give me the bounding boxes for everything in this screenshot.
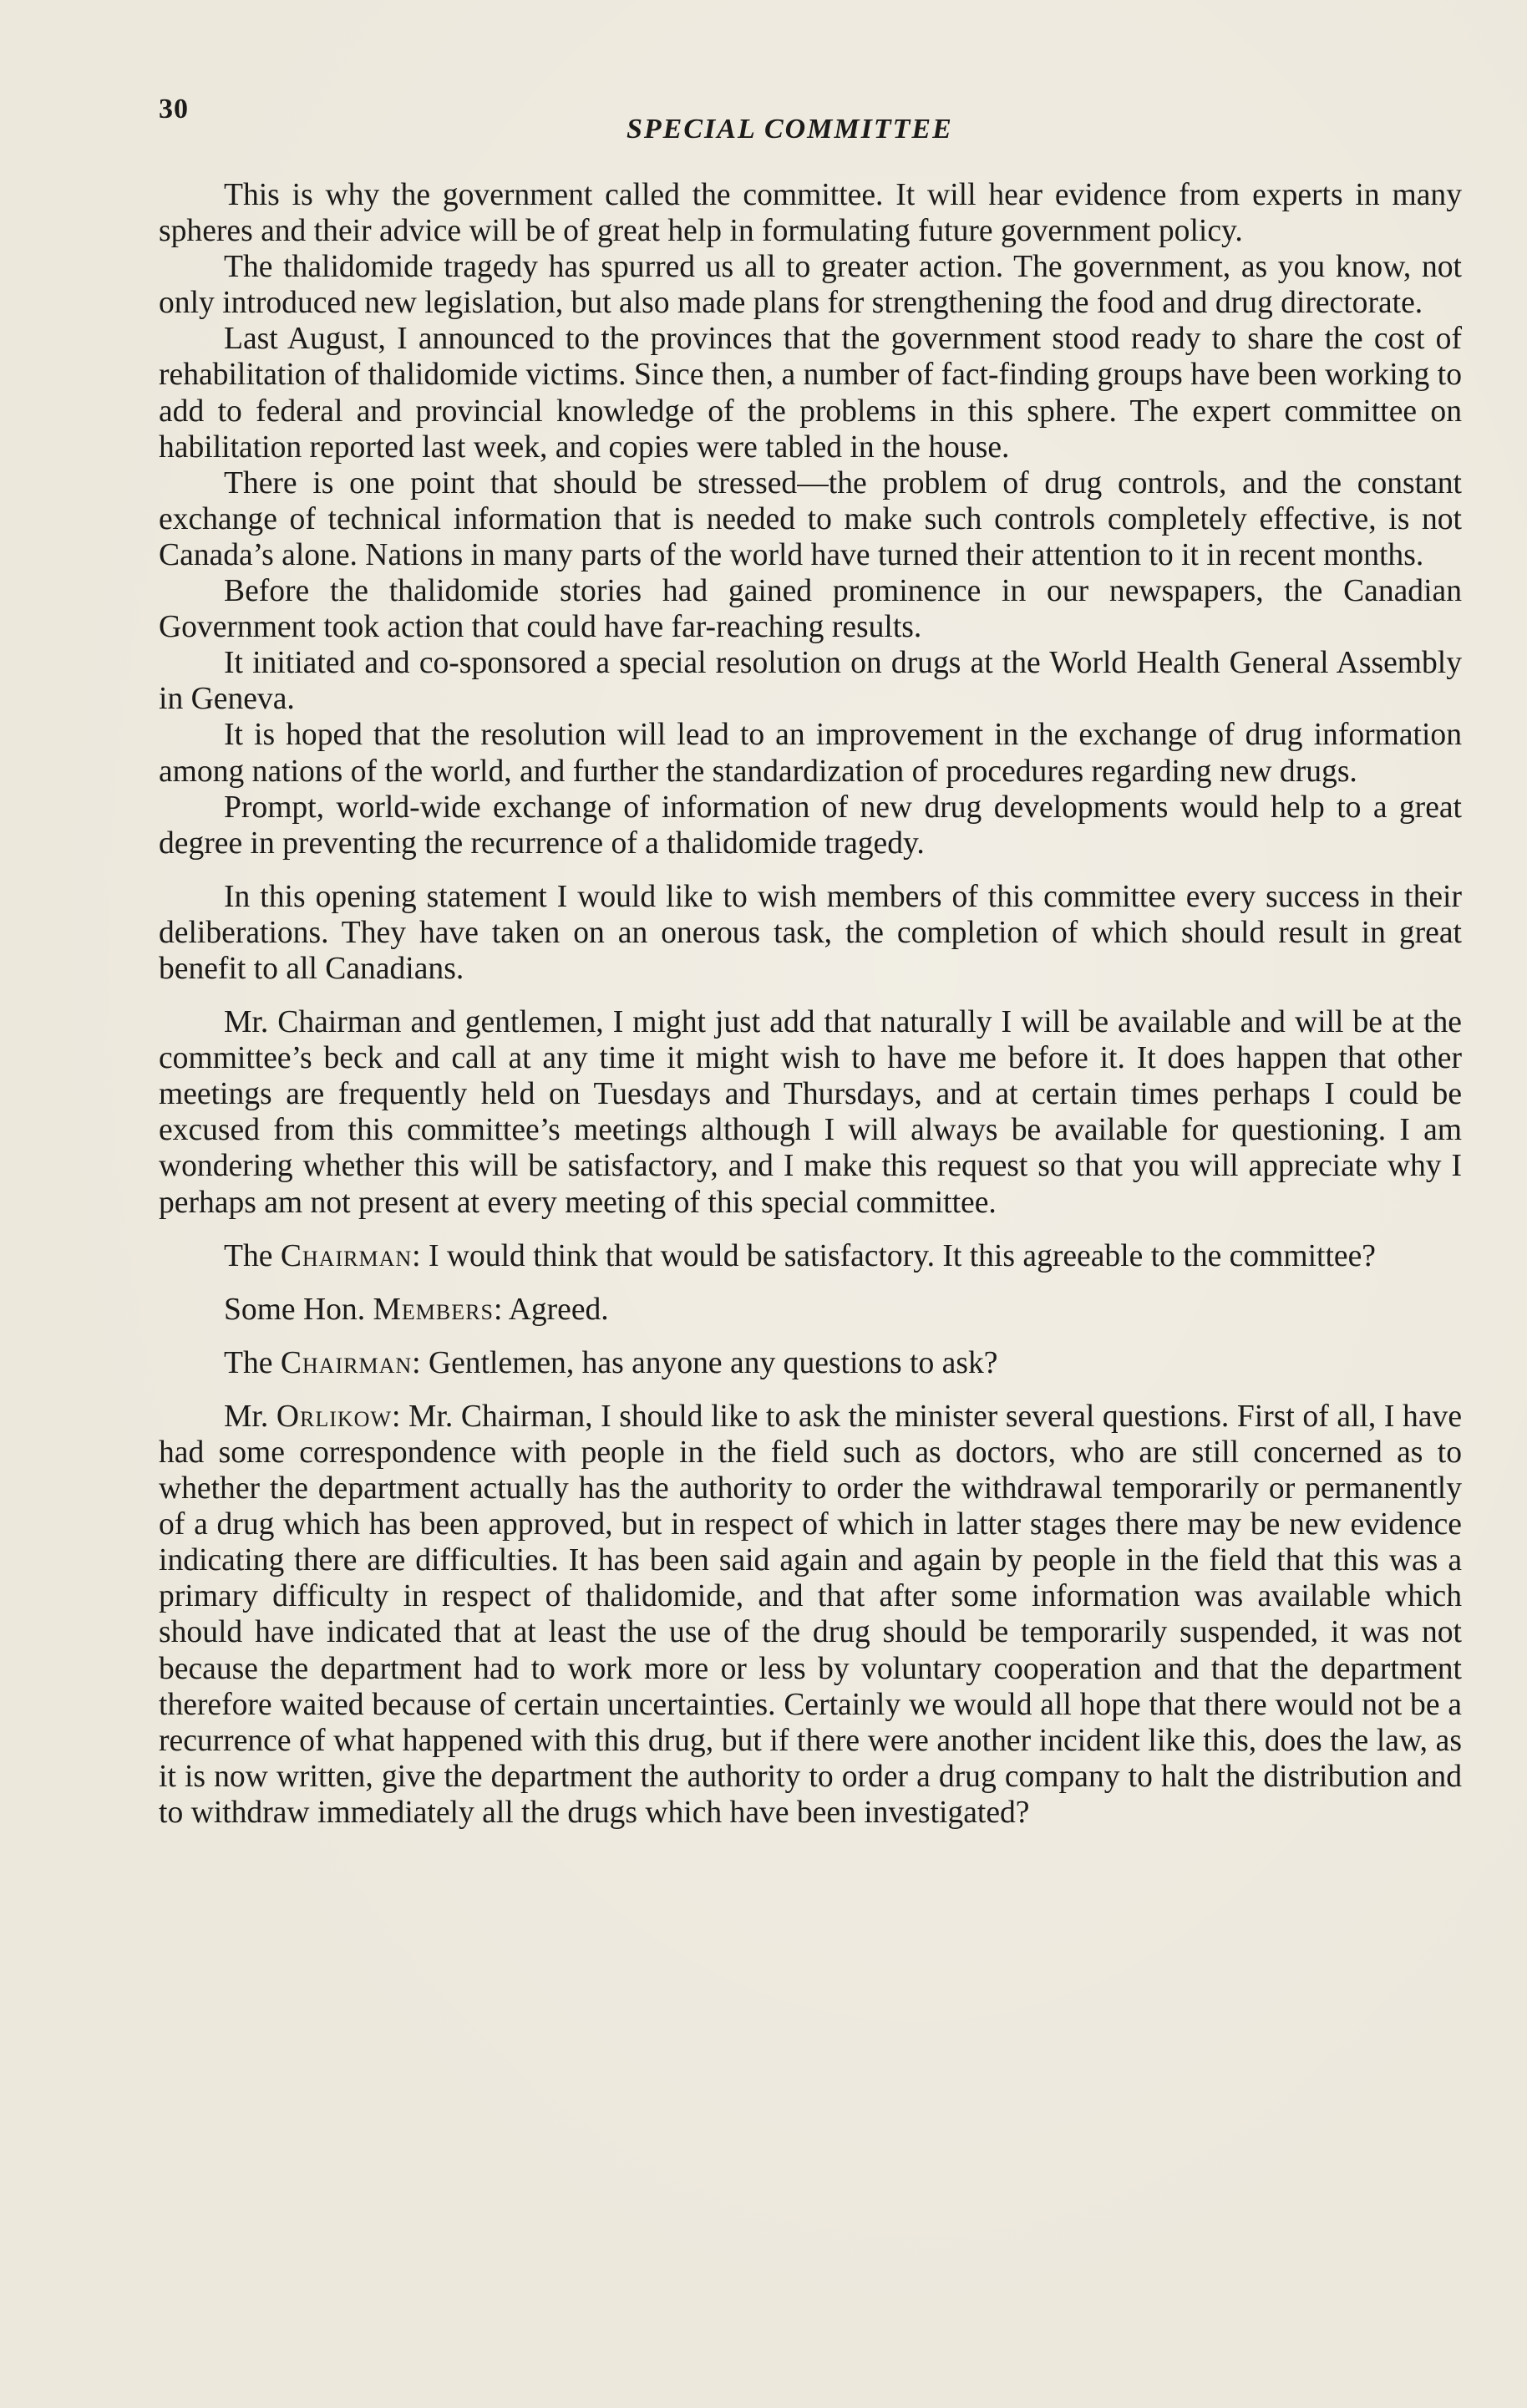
running-head: SPECIAL COMMITTEE [627, 114, 953, 145]
body-text [159, 177, 1462, 1831]
paragraph: Last August, I announced to the provinces that the government stood ready to share the cost of rehabilitation of thalidomide victims. Since then, a number of fact-finding groups have been working to add to federal and provincial knowledge of the problems in this sphere. The expert committee on habilitation reported last week, and copies were tabled in the house. [159, 322, 1462, 465]
speaker-turn [159, 1399, 1462, 1831]
paragraph: The thalidomide tragedy has spurred us all to greater action. The government, as you know, not only introduced new legislation, but also made plans for strengthening the food and drug directorate. [159, 250, 1462, 321]
speaker-turn [159, 1292, 1462, 1328]
paragraph: Before the thalidomide stories had gained prominence in our newspapers, the Canadian Government took action that could have far-reaching results. [159, 574, 1462, 645]
speaker-prefix: Mr. [224, 1399, 276, 1434]
paragraph: There is one point that should be stressed—the problem of drug controls, and the constant exchange of technical information that is needed to make such controls completely effective, is not Canada’s alone. Nations in many parts of the world have turned their attention to it in recent months. [159, 465, 1462, 572]
page-number: 30 [159, 94, 189, 124]
speaker-name: Chairman [280, 1238, 413, 1273]
page-header [159, 94, 1462, 144]
speaker-name: Chairman [280, 1345, 413, 1380]
paragraph: Prompt, world-wide exchange of information of new drug developments would help to a great degree in preventing the recurrence of a thalidomide tragedy. [159, 790, 1462, 861]
speaker-prefix: Some Hon. [224, 1292, 373, 1327]
speaker-prefix: The [224, 1345, 281, 1380]
speech-text: : Mr. Chairman, I should like to ask the minister several questions. First of all, I have had some correspondence with people in the field such as doctors, who are still concerned as to whether the department actually has the authority to order the withdrawal temporarily or permanently of a drug which has been approved, but in respect of which in latter stages there may be new evidence indicating there are difficulties. It has been said again and again by people in the field that this was a primary difficulty in respect of thalidomide, and that after some information was available which should have indicated that at least the use of the drug should be temporarily suspended, it was not because the department had to work more or less by voluntary cooperation and that the department therefore waited because of certain uncertainties. Certainly we would all hope that there would not be a recurrence of what happened with this drug, but if there were another incident like this, does the law, as it is now written, give the department the authority to order a drug company to halt the distribution and to withdraw immediately all the drugs which have been investigated? [159, 1399, 1462, 1830]
paragraph: This is why the government called the committee. It will hear evidence from experts in many spheres and their advice will be of great help in formulating future government policy. [159, 178, 1462, 249]
paragraph: Mr. Chairman and gentlemen, I might just add that naturally I will be available and will be at the committee’s beck and call at any time it might wish to have me before it. It does happen that other meetings are frequently held on Tuesdays and Thursdays, and at certain times perhaps I could be excused from this committee’s meetings although I will always be available for questioning. I am wondering whether this will be satisfactory, and I make this request so that you will appreciate why I perhaps am not present at every meeting of this special committee. [159, 1005, 1462, 1220]
speech-text: : Agreed. [493, 1292, 609, 1327]
speaker-prefix: The [224, 1238, 281, 1273]
paragraph: It is hoped that the resolution will lead to an improvement in the exchange of drug information among nations of the world, and further the standardization of procedures regarding new drugs. [159, 718, 1462, 789]
speaker-name: Orlikow [276, 1399, 392, 1434]
speaker-turn [159, 1345, 1462, 1381]
speech-text: : I would think that would be satisfactory. It this agreeable to the committee? [412, 1238, 1376, 1273]
speech-text: : Gentlemen, has anyone any questions to ask? [412, 1345, 998, 1380]
speaker-turn [159, 1238, 1462, 1274]
paragraph: It initiated and co-sponsored a special resolution on drugs at the World Health General Assembly in Geneva. [159, 646, 1462, 717]
paragraph: In this opening statement I would like to wish members of this committee every success in their deliberations. They have taken on an onerous task, the completion of which should result in great benefit to all Canadians. [159, 879, 1462, 986]
speaker-name: Members [373, 1292, 494, 1327]
